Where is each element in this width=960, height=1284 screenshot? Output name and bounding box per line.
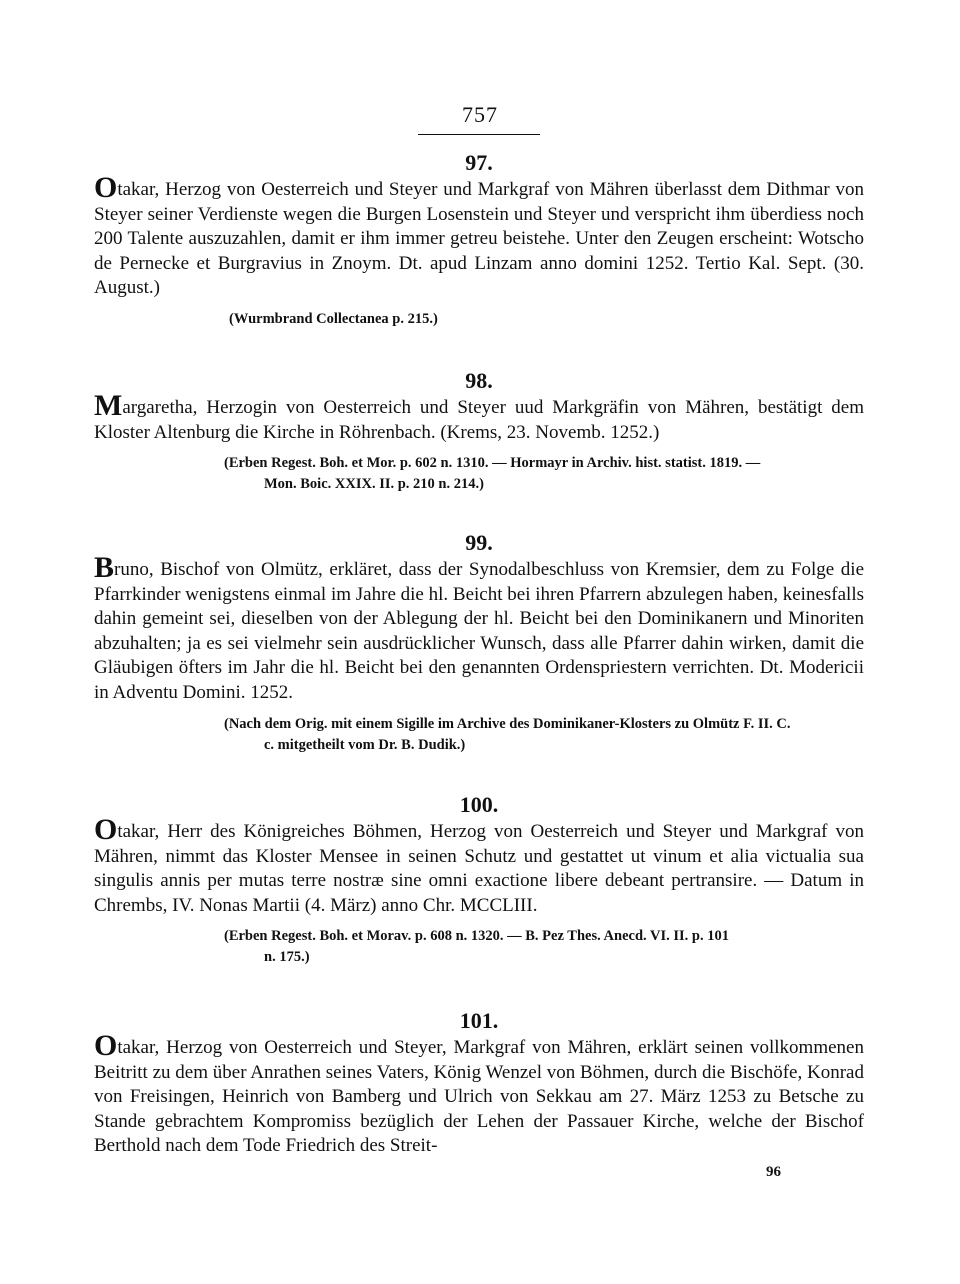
drop-initial: O	[94, 171, 118, 204]
entry-text-body: runo, Bischof von Olmütz, erkläret, dass der Synodalbeschluss von Kremsier, dem zu Folge die Pfarrkinder wenigstens einmal im Jahre die hl. Beicht bei ihren Pfarrern abzulegen haben, keinesfalls dahin gemeint sei, dieselben von der Ablegung der hl. Beicht bei den Dominikanern und Minoriten abzuhalten; ja es sei vielmehr sein ausdrücklicher Wunsch, dass alle Pfarrer dahin wirken, damit die Gläubigen öfters im Jahr die hl. Beicht bei den genannten Ordenspriestern verrichten. Dt. Modericii in Adventu Domini. 1252.	[94, 559, 864, 703]
source-line: (Erben Regest. Boh. et Morav. p. 608 n. 1320. — B. Pez Thes. Anecd. VI. II. p. 101	[224, 928, 729, 945]
entry-text	[94, 1029, 864, 1159]
entry-text-body: takar, Herr des Königreiches Böhmen, Herzog von Oesterreich und Steyer und Markgraf von Mähren, nimmt das Kloster Mensee in seinen Schutz und gestattet ut vinum et alia victualia sua singulis annis per mutas terre nostræ sine omni exactione libere debeant pertransire. — Datum in Chrembs, IV. Nonas Martii (4. März) anno Chr. MCCLIII.	[94, 821, 864, 916]
entry-number: 100.	[459, 792, 499, 817]
source-line-continued: n. 175.)	[264, 949, 310, 966]
entry-98	[94, 368, 864, 495]
source-line-continued: Mon. Boic. XXIX. II. p. 210 n. 214.)	[264, 476, 484, 493]
entry-number: 99.	[465, 530, 493, 555]
entry-101	[94, 1008, 864, 1159]
entry-text	[94, 389, 864, 445]
source-line: (Wurmbrand Collectanea p. 215.)	[229, 310, 438, 327]
entry-text	[94, 813, 864, 918]
source-citation	[229, 309, 864, 330]
entry-text	[94, 551, 864, 706]
entry-97	[94, 150, 864, 330]
entry-text-body: takar, Herzog von Oesterreich und Steyer und Markgraf von Mähren überlasst dem Dithmar von Steyer seiner Verdienste wegen die Burgen Losenstein und Steyer und verspricht ihm überdiess noch 200 Talente auszuzahlen, damit er ihm immer getreu beistehe. Unter den Zeugen erscheint: Wotscho de Pernecke et Burgravius in Znoym. Dt. apud Linzam anno domini 1252. Tertio Kal. Sept. (30. August.)	[94, 179, 864, 299]
source-line: (Nach dem Orig. mit einem Sigille im Archive des Dominikaner-Klosters zu Olmütz F. II. C.	[224, 715, 791, 732]
source-line: (Erben Regest. Boh. et Mor. p. 602 n. 1310. — Hormayr in Archiv. hist. statist. 1819. —	[224, 455, 761, 472]
entry-number: 101.	[459, 1008, 499, 1033]
drop-initial: O	[94, 1029, 118, 1062]
source-line-continued: c. mitgetheilt vom Dr. B. Dudik.)	[264, 736, 466, 753]
drop-initial: B	[94, 551, 115, 584]
signature-mark: 96	[766, 1164, 781, 1180]
entry-99	[94, 530, 864, 756]
source-citation	[224, 926, 864, 968]
header-rule	[418, 134, 540, 135]
drop-initial: O	[94, 813, 118, 846]
source-citation	[224, 714, 864, 756]
page-number: 757	[462, 102, 498, 127]
entry-text-body: argaretha, Herzogin von Oesterreich und Steyer uud Markgräfin von Mähren, bestätigt dem Kloster Altenburg die Kirche in Röhrenbach. (Krems, 23. Novemb. 1252.)	[94, 397, 864, 443]
entry-100	[94, 792, 864, 968]
entry-text-body: takar, Herzog von Oesterreich und Steyer, Markgraf von Mähren, erklärt seinen vollkommenen Beitritt zu dem über Anrathen seines Vaters, König Wenzel von Böhmen, durch die Bischöfe, Konrad von Freisingen, Heinrich von Bamberg und Ulrich von Sekkau am 27. März 1253 zu Betsche zu Stande gebrachtem Kompromiss bezüglich der Lehen der Passauer Kirche, welche der Bischof Berthold nach dem Tode Friedrich des Streit-	[94, 1037, 864, 1157]
entry-number: 98.	[465, 368, 493, 393]
drop-initial: M	[94, 389, 123, 422]
entry-number: 97.	[465, 150, 493, 175]
entry-text	[94, 171, 864, 301]
source-citation	[224, 453, 864, 495]
